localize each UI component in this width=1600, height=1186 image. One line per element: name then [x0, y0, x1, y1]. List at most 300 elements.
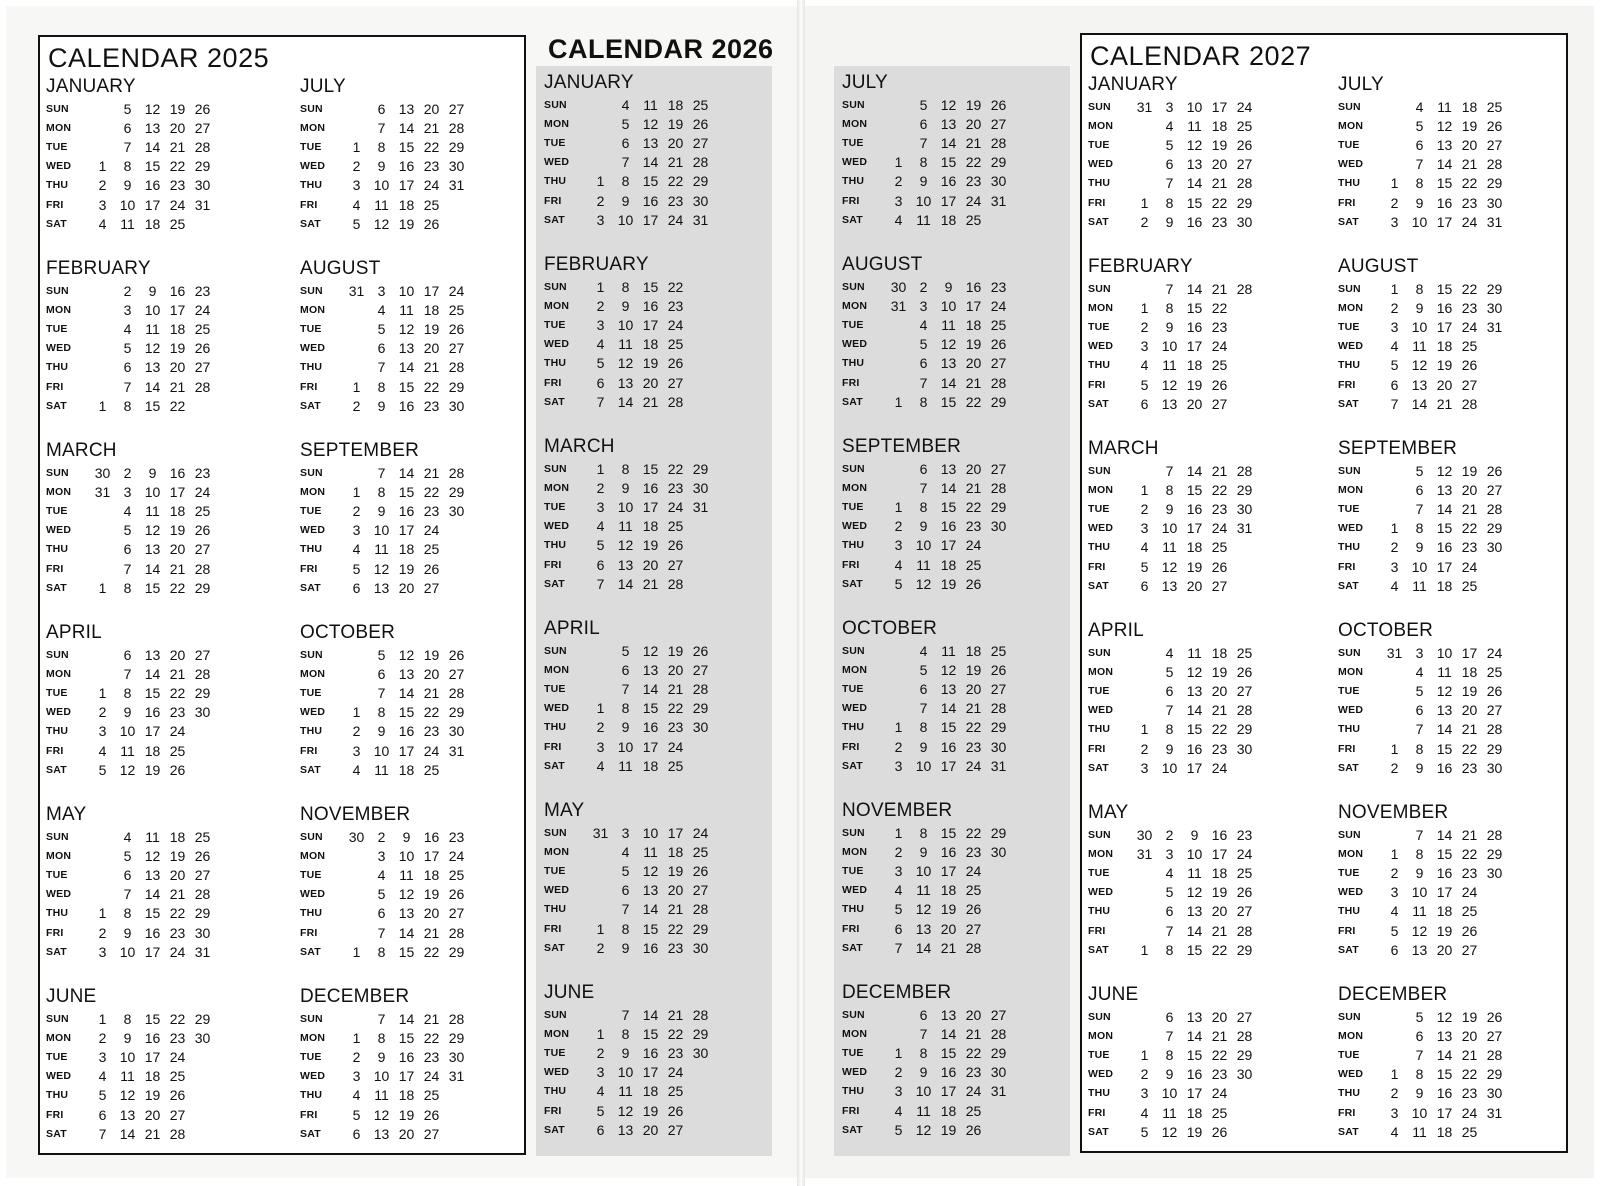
date-number: 3	[1140, 1085, 1149, 1102]
date-number: 11	[1162, 1104, 1177, 1121]
date-number: 26	[692, 862, 709, 879]
week-day-row	[300, 865, 469, 884]
date-number: 19	[1186, 1123, 1203, 1140]
week-day-row	[1088, 557, 1257, 576]
book-spine	[797, 0, 805, 1186]
date-number: 5	[377, 886, 386, 903]
date-number: 27	[990, 115, 1007, 132]
date-number: 24	[1236, 98, 1253, 115]
date-number: 23	[1461, 539, 1478, 556]
month-block	[842, 983, 1011, 1139]
month-name: FEBRUARY	[544, 254, 649, 275]
week-day-row	[1088, 317, 1257, 336]
date-number: 25	[423, 196, 440, 213]
date-number: 7	[123, 138, 132, 155]
date-number: 21	[1436, 395, 1453, 412]
date-number: 17	[144, 196, 161, 213]
date-number: 22	[1461, 740, 1478, 757]
week-day-row	[544, 699, 713, 718]
date-number: 3	[98, 943, 107, 960]
date-number: 26	[1486, 462, 1503, 479]
date-number: 1	[894, 824, 903, 841]
day-label: TUE	[1338, 502, 1360, 515]
date-number: 2	[894, 738, 903, 755]
date-number: 29	[1236, 194, 1253, 211]
date-number: 12	[617, 537, 634, 554]
calendar-2026-second-half	[834, 66, 1070, 1156]
date-number: 4	[894, 556, 903, 573]
date-number: 1	[894, 393, 903, 410]
date-number: 28	[1486, 156, 1503, 173]
date-number: 6	[621, 882, 630, 899]
date-number: 9	[1165, 500, 1174, 517]
day-label: SUN	[1338, 100, 1361, 113]
day-label: SUN	[842, 462, 865, 475]
day-label: WED	[46, 342, 72, 355]
date-number: 2	[98, 704, 107, 721]
date-number: 14	[398, 924, 415, 941]
date-number: 29	[448, 1029, 465, 1046]
date-number: 25	[448, 866, 465, 883]
date-number: 29	[990, 393, 1007, 410]
date-number: 19	[1211, 884, 1228, 901]
date-number: 6	[621, 134, 630, 151]
week-day-row	[544, 153, 713, 172]
date-number: 10	[1411, 1104, 1428, 1121]
date-number: 3	[1390, 318, 1399, 335]
date-number: 8	[377, 704, 386, 721]
date-number: 18	[940, 211, 957, 228]
day-label: TUE	[544, 136, 566, 149]
date-number: 18	[398, 196, 415, 213]
date-number: 14	[940, 374, 957, 391]
day-label: THU	[1088, 177, 1111, 190]
date-number: 12	[1436, 682, 1453, 699]
date-number: 27	[990, 680, 1007, 697]
date-number: 6	[1390, 376, 1399, 393]
date-number: 16	[169, 282, 186, 299]
week-day-row	[842, 823, 1011, 842]
date-number: 23	[667, 939, 684, 956]
date-number: 18	[1186, 1104, 1203, 1121]
date-number: 2	[1390, 759, 1399, 776]
date-number: 18	[144, 215, 161, 232]
date-number: 21	[965, 374, 982, 391]
day-label: SUN	[1338, 282, 1361, 295]
date-number: 27	[194, 541, 211, 558]
week-day-row	[842, 938, 1011, 957]
date-number: 30	[194, 177, 211, 194]
week-day-row	[46, 645, 215, 664]
day-label: SUN	[1088, 464, 1111, 477]
date-number: 7	[894, 939, 903, 956]
date-number: 24	[965, 757, 982, 774]
date-number: 12	[642, 115, 659, 132]
date-number: 24	[667, 738, 684, 755]
week-day-row	[1088, 461, 1257, 480]
date-number: 30	[990, 738, 1007, 755]
date-number: 11	[399, 301, 414, 318]
week-day-row	[46, 578, 215, 597]
month-name: SEPTEMBER	[1338, 438, 1457, 459]
date-number: 4	[919, 642, 928, 659]
date-number: 30	[448, 158, 465, 175]
week-day-row	[1088, 1103, 1257, 1122]
date-number: 26	[448, 646, 465, 663]
month-block	[1088, 439, 1257, 595]
week-day-row	[842, 718, 1011, 737]
date-number: 13	[1186, 903, 1203, 920]
date-number: 28	[194, 665, 211, 682]
week-day-row	[544, 210, 713, 229]
date-number: 8	[123, 684, 132, 701]
date-number: 2	[894, 173, 903, 190]
date-number: 5	[621, 115, 630, 132]
week-day-row	[544, 354, 713, 373]
date-number: 9	[919, 173, 928, 190]
week-day-row	[544, 1063, 713, 1082]
date-number: 3	[352, 522, 361, 539]
week-day-row	[544, 277, 713, 296]
date-number: 10	[642, 824, 659, 841]
date-number: 20	[423, 100, 440, 117]
date-number: 15	[1436, 845, 1453, 862]
date-number: 8	[1415, 280, 1424, 297]
date-number: 28	[990, 700, 1007, 717]
week-day-row	[544, 315, 713, 334]
date-number: 28	[667, 575, 684, 592]
week-day-row	[544, 1005, 713, 1024]
date-number: 11	[1437, 663, 1452, 680]
week-day-row	[842, 277, 1011, 296]
date-number: 27	[1461, 941, 1478, 958]
date-number: 20	[940, 920, 957, 937]
date-number: 13	[617, 1121, 634, 1138]
date-number: 8	[1165, 299, 1174, 316]
date-number: 23	[965, 173, 982, 190]
date-number: 5	[1165, 136, 1174, 153]
date-number: 14	[1436, 1046, 1453, 1063]
date-number: 17	[642, 738, 659, 755]
date-number: 25	[692, 843, 709, 860]
date-number: 26	[423, 560, 440, 577]
date-number: 20	[642, 374, 659, 391]
week-day-row	[300, 358, 469, 377]
week-day-row	[300, 521, 469, 540]
day-label: THU	[300, 179, 323, 192]
week-day-row	[46, 904, 215, 923]
date-number: 30	[990, 1064, 1007, 1081]
date-number: 20	[169, 646, 186, 663]
day-label: TUE	[544, 682, 566, 695]
date-number: 11	[1187, 864, 1202, 881]
calendar-title: CALENDAR 2026	[548, 34, 774, 64]
date-number: 2	[1165, 826, 1174, 843]
week-day-row	[842, 919, 1011, 938]
month-name: MARCH	[46, 440, 117, 461]
week-day-row	[842, 133, 1011, 152]
week-day-row	[300, 664, 469, 683]
date-number: 30	[692, 939, 709, 956]
day-label: SUN	[842, 98, 865, 111]
day-label: SAT	[1338, 1125, 1359, 1138]
day-label: THU	[300, 907, 323, 920]
date-number: 13	[1436, 136, 1453, 153]
month-name: AUGUST	[1338, 256, 1419, 277]
week-day-row	[46, 1009, 215, 1028]
date-number: 21	[965, 700, 982, 717]
date-number: 8	[123, 905, 132, 922]
date-number: 11	[1162, 539, 1177, 556]
date-number: 19	[398, 215, 415, 232]
week-day-row	[300, 645, 469, 664]
date-number: 23	[965, 843, 982, 860]
date-number: 9	[377, 502, 386, 519]
date-number: 25	[1211, 357, 1228, 374]
date-number: 12	[642, 642, 659, 659]
date-number: 19	[1461, 682, 1478, 699]
date-number: 15	[1436, 740, 1453, 757]
date-number: 14	[1186, 922, 1203, 939]
date-number: 17	[940, 757, 957, 774]
date-number: 21	[667, 680, 684, 697]
date-number: 12	[915, 901, 932, 918]
week-day-row	[1088, 720, 1257, 739]
date-number: 16	[1436, 194, 1453, 211]
day-label: TUE	[1088, 320, 1110, 333]
date-number: 20	[667, 661, 684, 678]
date-number: 19	[1461, 462, 1478, 479]
date-number: 10	[119, 1048, 136, 1065]
date-number: 24	[1211, 338, 1228, 355]
month-name: AUGUST	[300, 258, 381, 279]
date-number: 26	[169, 1087, 186, 1104]
month-name: DECEMBER	[1338, 984, 1448, 1005]
date-number: 11	[1412, 577, 1427, 594]
date-number: 25	[194, 502, 211, 519]
date-number: 1	[1390, 520, 1399, 537]
date-number: 24	[194, 483, 211, 500]
date-number: 29	[1486, 520, 1503, 537]
day-label: SAT	[300, 763, 321, 776]
date-number: 8	[377, 1029, 386, 1046]
week-day-row	[46, 1028, 215, 1047]
date-number: 26	[990, 661, 1007, 678]
date-number: 29	[990, 719, 1007, 736]
date-number: 15	[1186, 299, 1203, 316]
date-number: 7	[123, 378, 132, 395]
date-number: 12	[119, 761, 136, 778]
date-number: 1	[894, 498, 903, 515]
date-number: 5	[352, 215, 361, 232]
week-day-row	[46, 118, 215, 137]
date-number: 16	[940, 173, 957, 190]
week-day-row	[842, 153, 1011, 172]
date-number: 17	[144, 1048, 161, 1065]
date-number: 6	[123, 119, 132, 136]
week-day-row	[1338, 212, 1507, 231]
week-day-row	[1088, 681, 1257, 700]
week-day-row	[842, 737, 1011, 756]
date-number: 12	[373, 560, 390, 577]
month-name: MAY	[1088, 802, 1129, 823]
day-label: SUN	[1338, 1010, 1361, 1023]
date-number: 4	[352, 196, 361, 213]
date-number: 10	[1436, 644, 1453, 661]
date-number: 4	[352, 541, 361, 558]
date-number: 20	[1461, 136, 1478, 153]
date-number: 20	[1211, 903, 1228, 920]
date-number: 7	[377, 119, 386, 136]
date-number: 23	[1461, 759, 1478, 776]
date-number: 25	[1236, 644, 1253, 661]
date-number: 17	[1436, 558, 1453, 575]
date-number: 22	[169, 684, 186, 701]
date-number: 13	[617, 374, 634, 391]
date-number: 22	[423, 1029, 440, 1046]
month-name: FEBRUARY	[46, 258, 151, 279]
date-number: 31	[94, 483, 111, 500]
date-number: 31	[194, 196, 211, 213]
date-number: 7	[596, 575, 605, 592]
week-day-row	[300, 1067, 469, 1086]
day-label: MON	[300, 667, 326, 680]
date-number: 6	[123, 866, 132, 883]
date-number: 26	[194, 340, 211, 357]
date-number: 17	[423, 847, 440, 864]
date-number: 11	[643, 843, 658, 860]
day-label: FRI	[1088, 378, 1106, 391]
date-number: 31	[1136, 845, 1153, 862]
date-number: 26	[667, 1102, 684, 1119]
week-day-row	[1338, 337, 1507, 356]
calendar-2026-header	[540, 30, 780, 70]
date-number: 20	[169, 119, 186, 136]
date-number: 6	[1415, 702, 1424, 719]
date-number: 20	[169, 359, 186, 376]
date-number: 29	[448, 943, 465, 960]
date-number: 24	[965, 537, 982, 554]
date-number: 18	[169, 828, 186, 845]
date-number: 30	[448, 1048, 465, 1065]
date-number: 2	[1390, 864, 1399, 881]
date-number: 12	[1186, 136, 1203, 153]
date-number: 27	[1236, 1008, 1253, 1025]
day-label: TUE	[1088, 502, 1110, 515]
date-number: 28	[692, 901, 709, 918]
week-day-row	[544, 497, 713, 516]
date-number: 19	[169, 340, 186, 357]
week-day-row	[1338, 662, 1507, 681]
date-number: 12	[1436, 1008, 1453, 1025]
date-number: 10	[915, 862, 932, 879]
date-number: 30	[1486, 759, 1503, 776]
date-number: 27	[667, 556, 684, 573]
week-day-row	[1338, 681, 1507, 700]
day-label: FRI	[1338, 196, 1356, 209]
date-number: 16	[940, 1064, 957, 1081]
date-number: 28	[194, 886, 211, 903]
date-number: 5	[1140, 558, 1149, 575]
date-number: 5	[1390, 357, 1399, 374]
day-label: SAT	[1338, 215, 1359, 228]
date-number: 18	[642, 757, 659, 774]
week-day-row	[1088, 356, 1257, 375]
date-number: 15	[1186, 721, 1203, 738]
date-number: 18	[1436, 338, 1453, 355]
date-number: 8	[919, 1044, 928, 1061]
date-number: 10	[1411, 884, 1428, 901]
date-number: 28	[1236, 702, 1253, 719]
day-label: WED	[46, 888, 72, 901]
date-number: 14	[144, 886, 161, 903]
week-day-row	[544, 133, 713, 152]
date-number: 27	[1461, 376, 1478, 393]
day-label: MON	[1088, 847, 1114, 860]
date-number: 11	[120, 742, 135, 759]
date-number: 27	[990, 355, 1007, 372]
date-number: 16	[1186, 500, 1203, 517]
date-number: 27	[667, 374, 684, 391]
day-label: TUE	[842, 500, 864, 513]
date-number: 11	[1437, 98, 1452, 115]
date-number: 12	[1186, 663, 1203, 680]
date-number: 26	[692, 642, 709, 659]
date-number: 17	[1461, 644, 1478, 661]
day-label: SUN	[1338, 828, 1361, 841]
date-number: 12	[1161, 1123, 1178, 1140]
date-number: 15	[144, 579, 161, 596]
date-number: 20	[1461, 481, 1478, 498]
date-number: 9	[148, 282, 157, 299]
date-number: 18	[642, 336, 659, 353]
week-day-row	[1088, 538, 1257, 557]
day-label: THU	[842, 539, 865, 552]
month-name: OCTOBER	[842, 618, 938, 639]
date-number: 9	[1165, 740, 1174, 757]
date-number: 19	[169, 100, 186, 117]
date-number: 2	[596, 297, 605, 314]
date-number: 6	[377, 905, 386, 922]
date-number: 25	[423, 761, 440, 778]
date-number: 5	[1415, 462, 1424, 479]
week-day-row	[544, 478, 713, 497]
date-number: 22	[423, 483, 440, 500]
date-number: 3	[894, 862, 903, 879]
date-number: 21	[423, 684, 440, 701]
date-number: 7	[1415, 156, 1424, 173]
date-number: 18	[940, 556, 957, 573]
day-label: MON	[300, 303, 326, 316]
day-label: WED	[300, 706, 326, 719]
date-number: 15	[642, 173, 659, 190]
date-number: 21	[1461, 1046, 1478, 1063]
date-number: 30	[1486, 864, 1503, 881]
day-label: SAT	[544, 759, 565, 772]
week-day-row	[842, 861, 1011, 880]
date-number: 6	[1165, 903, 1174, 920]
date-number: 7	[377, 1010, 386, 1027]
date-number: 17	[1436, 318, 1453, 335]
date-number: 6	[1390, 941, 1399, 958]
day-label: FRI	[300, 1108, 318, 1121]
date-number: 16	[144, 924, 161, 941]
date-number: 1	[352, 483, 361, 500]
date-number: 26	[1211, 558, 1228, 575]
month-block	[1338, 621, 1507, 777]
date-number: 15	[398, 138, 415, 155]
day-label: TUE	[300, 504, 322, 517]
